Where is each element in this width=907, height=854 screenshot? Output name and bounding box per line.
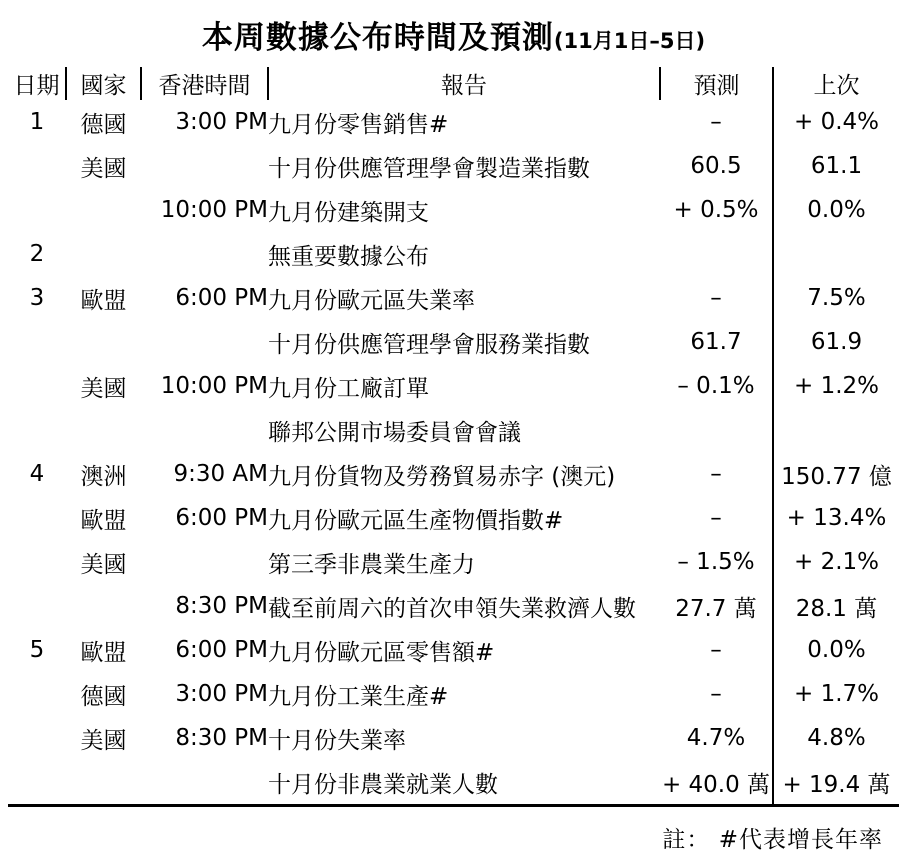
table-row [8, 232, 899, 276]
cell-forecast: 27.7 萬 [675, 595, 757, 622]
cell-date [8, 716, 66, 760]
cell-date: 4 [29, 461, 45, 487]
cell-country: 歐盟 [80, 287, 127, 314]
cell-country [66, 760, 141, 804]
cell-previous: 0.0% [773, 628, 899, 672]
cell-forecast: – 0.1% [677, 373, 755, 399]
cell-previous [773, 232, 899, 276]
cell-country: 澳洲 [80, 463, 127, 490]
cell-country [66, 584, 141, 628]
cell-date: 2 [29, 241, 45, 267]
cell-date [8, 584, 66, 628]
cell-report: 無重要數據公布 [268, 243, 429, 270]
cell-time: 6:00 PM [175, 505, 268, 531]
cell-report: 十月份非農業就業人數 [268, 771, 498, 798]
cell-country: 歐盟 [80, 639, 127, 666]
cell-report: 九月份歐元區生產物價指數# [268, 507, 564, 534]
cell-date [8, 144, 66, 188]
table-row [8, 100, 899, 144]
table-row [8, 716, 899, 760]
cell-forecast: – [710, 285, 722, 311]
cell-time: 3:00 PM [175, 109, 268, 135]
table-row [8, 628, 899, 672]
cell-country: 美國 [80, 551, 127, 578]
cell-previous: + 1.7% [773, 672, 899, 716]
cell-report: 九月份貨物及勞務貿易赤字 (澳元) [268, 463, 616, 490]
cell-report: 九月份歐元區零售額# [268, 639, 495, 666]
cell-forecast: 4.7% [686, 725, 746, 751]
table-row [8, 408, 899, 452]
cell-date [8, 760, 66, 804]
cell-country [66, 188, 141, 232]
cell-time: 6:00 PM [175, 285, 268, 311]
table-row [8, 584, 899, 628]
cell-time: 3:00 PM [175, 681, 268, 707]
cell-previous: + 0.4% [773, 100, 899, 144]
cell-report: 十月份失業率 [268, 727, 406, 754]
cell-report: 九月份零售銷售# [268, 111, 449, 138]
cell-country: 美國 [80, 375, 127, 402]
page-title-sub: (11月1日–5日) [553, 29, 706, 53]
cell-date: 3 [29, 285, 45, 311]
page-title-main: 本周數據公布時間及預測 [201, 20, 554, 56]
cell-forecast: – [710, 637, 722, 663]
cell-report: 十月份供應管理學會製造業指數 [268, 155, 590, 182]
cell-previous: 150.77 億 [773, 452, 899, 496]
table-row [8, 276, 899, 320]
cell-forecast: – [710, 109, 722, 135]
cell-forecast [660, 232, 773, 276]
table-row [8, 188, 899, 232]
cell-date [8, 320, 66, 364]
cell-report: 第三季非農業生產力 [268, 551, 475, 578]
cell-date [8, 496, 66, 540]
footnote: 註： #代表增長年率 [662, 827, 883, 853]
cell-previous: + 13.4% [773, 496, 899, 540]
header-date: 日期 [13, 73, 60, 99]
table-row [8, 144, 899, 188]
cell-report: 聯邦公開市場委員會會議 [268, 419, 521, 446]
cell-country [66, 320, 141, 364]
cell-previous: + 2.1% [773, 540, 899, 584]
cell-previous: + 19.4 萬 [773, 760, 899, 804]
cell-report: 九月份工業生產# [268, 683, 449, 710]
cell-country: 美國 [80, 155, 127, 182]
cell-forecast: – [710, 505, 722, 531]
cell-forecast: 61.7 [690, 329, 742, 355]
cell-previous: 61.1 [773, 144, 899, 188]
cell-forecast: – 1.5% [677, 549, 755, 575]
cell-previous: 4.8% [773, 716, 899, 760]
table-row [8, 452, 899, 496]
cell-report: 截至前周六的首次申領失業救濟人數 [268, 595, 636, 622]
cell-report: 九月份建築開支 [268, 199, 429, 226]
table-header-row [8, 67, 899, 100]
cell-forecast: – [710, 681, 722, 707]
schedule-table [8, 67, 899, 804]
cell-country: 美國 [80, 727, 127, 754]
table-row [8, 540, 899, 584]
cell-time [141, 408, 268, 452]
cell-forecast: + 40.0 萬 [661, 771, 771, 798]
cell-previous: + 1.2% [773, 364, 899, 408]
table-row [8, 364, 899, 408]
table-row [8, 672, 899, 716]
header-country: 國家 [66, 67, 141, 100]
page-title [8, 0, 899, 67]
cell-country [66, 232, 141, 276]
cell-date [8, 188, 66, 232]
cell-time [141, 320, 268, 364]
header-forecast: 預測 [660, 67, 773, 100]
header-report: 報告 [268, 67, 660, 100]
cell-country: 歐盟 [80, 507, 127, 534]
cell-report: 九月份歐元區失業率 [268, 287, 475, 314]
cell-previous: 0.0% [773, 188, 899, 232]
header-time: 香港時間 [141, 67, 268, 100]
cell-time [141, 144, 268, 188]
cell-report: 九月份工廠訂單 [268, 375, 429, 402]
cell-time: 10:00 PM [160, 373, 268, 399]
cell-forecast: + 0.5% [673, 197, 759, 223]
table-row [8, 320, 899, 364]
cell-forecast: 60.5 [690, 153, 742, 179]
cell-previous: 7.5% [773, 276, 899, 320]
cell-time: 8:30 PM [175, 593, 268, 619]
table-row [8, 760, 899, 804]
table-row [8, 496, 899, 540]
cell-country: 德國 [80, 683, 127, 710]
cell-date [8, 672, 66, 716]
cell-date: 1 [29, 109, 45, 135]
cell-country: 德國 [80, 111, 127, 138]
cell-forecast [660, 408, 773, 452]
header-previous: 上次 [773, 67, 899, 100]
cell-time [141, 760, 268, 804]
cell-date [8, 364, 66, 408]
cell-time [141, 540, 268, 584]
cell-time: 10:00 PM [160, 197, 268, 223]
cell-previous [773, 408, 899, 452]
cell-forecast: – [710, 461, 722, 487]
cell-time: 8:30 PM [175, 725, 268, 751]
cell-previous: 61.9 [773, 320, 899, 364]
cell-time: 6:00 PM [175, 637, 268, 663]
cell-report: 十月份供應管理學會服務業指數 [268, 331, 590, 358]
cell-time: 9:30 AM [173, 461, 268, 487]
cell-date [8, 408, 66, 452]
cell-time [141, 232, 268, 276]
cell-date [8, 540, 66, 584]
cell-country [66, 408, 141, 452]
cell-date: 5 [29, 637, 45, 663]
cell-previous: 28.1 萬 [773, 584, 899, 628]
